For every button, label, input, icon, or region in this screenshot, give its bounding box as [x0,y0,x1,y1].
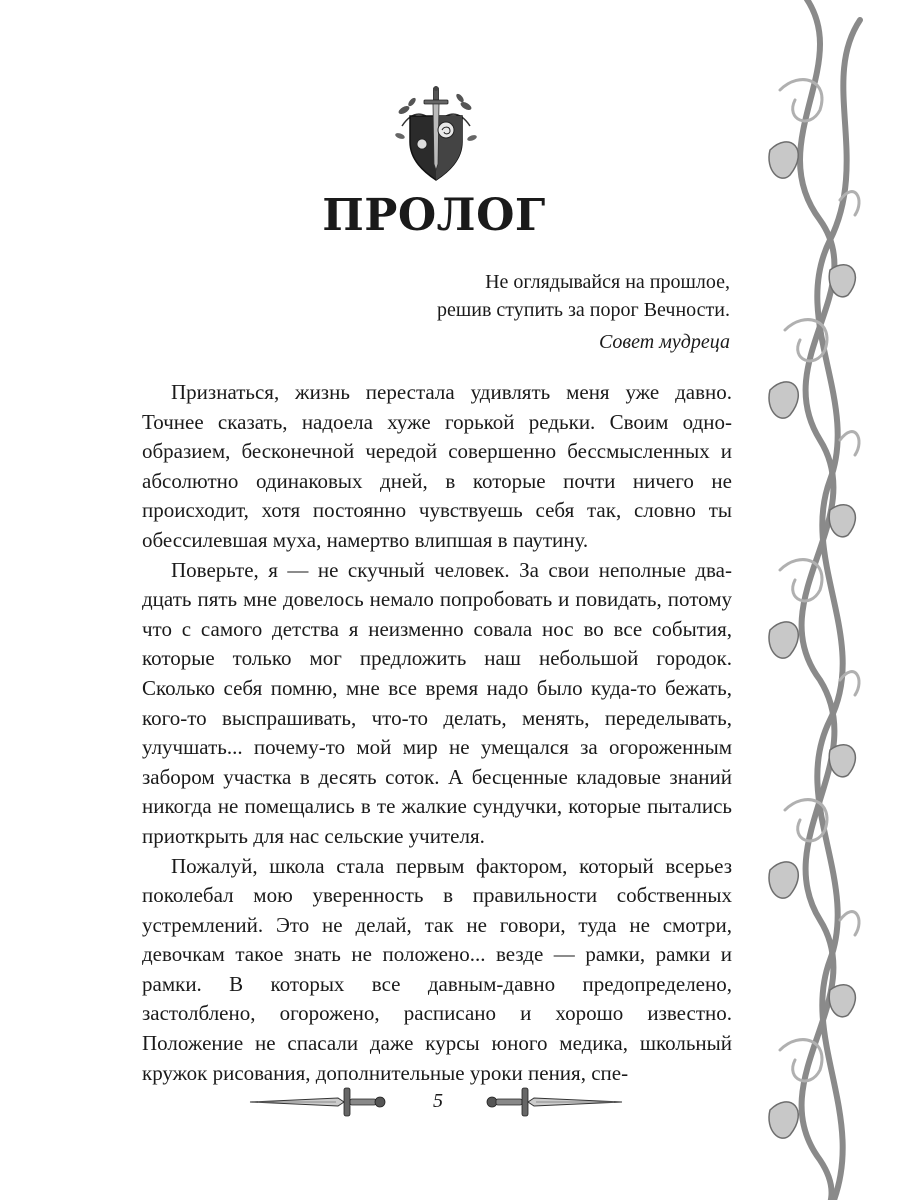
shield-sword-rose-icon [392,86,480,182]
paragraph: Поверьте, я — не скучный человек. За свои неполные двадцать пять мне довелось немало попробовать и повидать, потому что с самого детства я неизменно совала нос во все события, которые только мог предложить наш небольшой городок. Сколько себя помню, мне все время надо было куда-то бежать, кого-то выспрашивать, что-то делать, менять, переделывать, улучшать... почему-то мой мир не умещался за огороженным забором участка в десять соток. А бесценные кладовые знаний никогда не помещались в те жалкие сундучки, которые пытались приоткрыть для нас сельские учителя. [142,557,732,848]
paragraph: Пожалуй, школа стала первым фактором, который всерьез поколебал мою уверенность в правильности собственных устремлений. Это не делай, так не говори, туда не смотри, девочкам такое знать не положено... везде — рамки, рамки и рамки. В которых все давным-давно предопределено, застолблено, огорожено, расписано и хорошо известно. Положение не спасали даже курсы юного медика, школьный кружок рисования, дополнительные уроки пения, спе- [142,853,732,1085]
floral-scroll-icon [760,0,868,1200]
paragraph: Признаться, жизнь перестала удивлять меня уже давно. Точнее сказать, надоела хуже горькой редьки. Своим однообразием, бесконечной чередой совершенно бессмысленных и абсолютно одинаковых дней, в которые почти ничего не происходит, хотя постоянно чувствуешь себя так, словно ты обессилевшая муха, намертво влипшая в паутину. [142,380,732,552]
sword-left-icon [248,1086,388,1118]
sword-right-icon [484,1086,624,1118]
page-number: 5 [433,1090,443,1112]
body-text [142,378,732,1088]
floral-border [760,0,868,1200]
epigraph-line: Не оглядывайся на прошлое, [485,271,730,293]
page-footer [248,1082,628,1122]
chapter-title: ПРОЛОГ [322,190,546,241]
epigraph-line: решив ступить за порог Вечности. [436,299,730,321]
epigraph [210,268,730,356]
epigraph-source: Совет мудреца [598,331,730,353]
